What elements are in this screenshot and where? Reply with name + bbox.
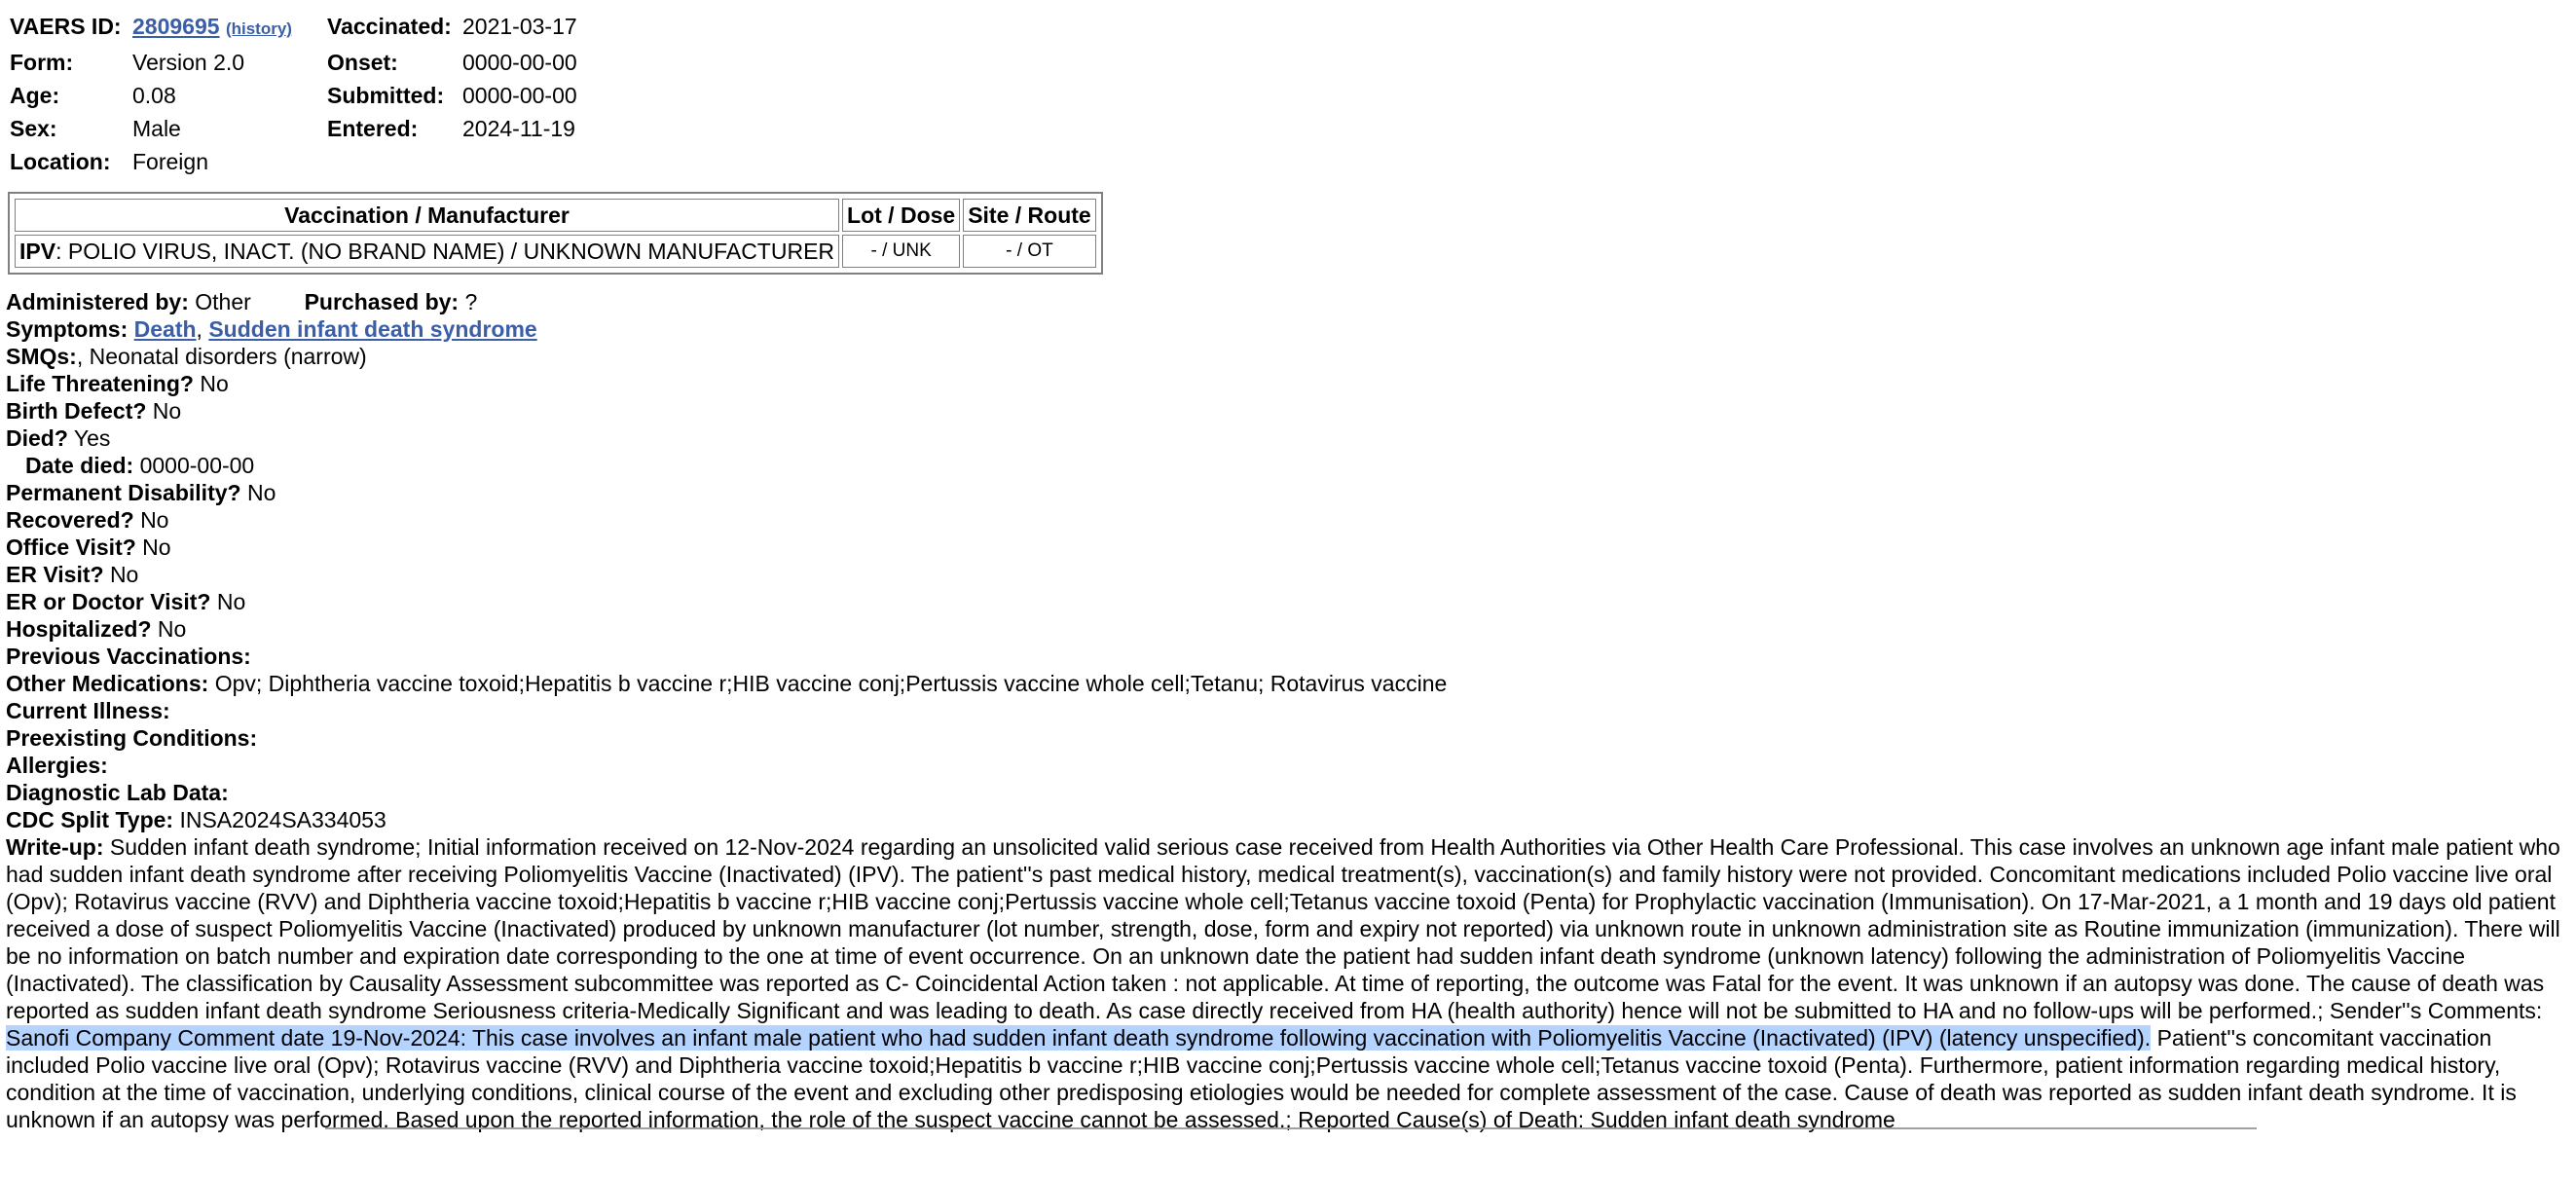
- recovered-label: Recovered?: [6, 507, 134, 533]
- col-header-lot-dose: Lot / Dose: [842, 199, 960, 232]
- col-header-vaccination: Vaccination / Manufacturer: [15, 199, 839, 232]
- life-threatening-label: Life Threatening?: [6, 371, 194, 396]
- preexisting-conditions-row: [6, 724, 2566, 752]
- current-illness-row: [6, 697, 2566, 724]
- symptoms-row: [6, 315, 2566, 343]
- died-label: Died?: [6, 425, 68, 451]
- permanent-disability-row: [6, 479, 2566, 506]
- recovered-row: [6, 506, 2566, 534]
- cdc-split-label: CDC Split Type:: [6, 807, 174, 832]
- location-value: Foreign: [132, 149, 208, 174]
- other-medications-value: Opv; Diphtheria vaccine toxoid;Hepatitis b vaccine r;HIB vaccine conj;Pertussis vaccine whole cell;Tetanu; Rotavirus vaccine: [214, 671, 1448, 696]
- er-doctor-value: No: [216, 589, 246, 614]
- empty-cell: [327, 145, 462, 178]
- previous-vaccinations-label: Previous Vaccinations:: [6, 644, 251, 669]
- history-link[interactable]: (history): [225, 19, 292, 38]
- entered-label: Entered:: [327, 116, 419, 141]
- sex-value: Male: [132, 116, 181, 141]
- vaccine-name-cell: [15, 235, 839, 268]
- permanent-disability-label: Permanent Disability?: [6, 480, 241, 505]
- writeup-paragraph: [6, 833, 2566, 1133]
- hospitalized-value: No: [157, 616, 187, 642]
- lab-data-row: [6, 779, 2566, 806]
- submitted-label: Submitted:: [327, 83, 445, 108]
- er-doctor-row: [6, 588, 2566, 615]
- report-header: [10, 10, 577, 178]
- date-died-row: [6, 452, 2566, 479]
- died-value: Yes: [73, 425, 111, 451]
- vaers-id-cell: [132, 10, 327, 46]
- smqs-label: SMQs:: [6, 344, 77, 369]
- vaers-id-link[interactable]: 2809695: [132, 14, 220, 39]
- birth-defect-label: Birth Defect?: [6, 398, 147, 424]
- col-header-site-route: Site / Route: [963, 199, 1096, 232]
- office-visit-label: Office Visit?: [6, 535, 136, 560]
- writeup-text: Sudden infant death syndrome; Initial information received on 12-Nov-2024 regarding an unsolicited valid serious case received from Health Authorities via Other Health Care Professional. This case involves an unknown age infant male patient who had sudden infant death syndrome after receiving Poliomyelitis Vaccine (Inactivated) (IPV). The patient''s past medical history, medical treatment(s), vaccination(s) and family history were not provided. Concomitant medications included Polio vaccine live oral (Opv); Rotavirus vaccine (RVV) and Diphtheria vaccine toxoid;Hepatitis b vaccine r;HIB vaccine conj;Pertussis vaccine whole cell;Tetanus vaccine toxoid (Penta) for Prophylactic vaccination (Immunisation). On 17-Mar-2021, a 1 month and 19 days old patient received a dose of suspect Poliomyelitis Vaccine (Inactivated) produced by unknown manufacturer (lot number, strength, dose, form and expiry not reported) via unknown route in unknown administration site as Routine immunization (immunization). There will be no information on batch number and expiration date corresponding to the one at time of event occurrence. On an unknown date the patient had sudden infant death syndrome (unknown latency) following the administration of Poliomyelitis Vaccine (Inactivated). The classification by Causality Assessment subcommittee was reported as C- Coincidental Action taken : not applicable. At time of reporting, the outcome was Fatal for the event. It was unknown if an autopsy was done. The cause of death was reported as sudden infant death syndrome Seriousness criteria-Medically Significant and was leading to death. As case directly received from HA (health authority) hence will not be submitted to HA and no follow-ups will be performed.; Sender''s Comments:: [6, 834, 2560, 1023]
- vaccinated-value: 2021-03-17: [462, 14, 577, 39]
- form-value: Version 2.0: [132, 50, 245, 75]
- administered-label: Administered by:: [6, 289, 189, 314]
- vaccination-table-header: [15, 199, 1096, 232]
- vaccine-description: : POLIO VIRUS, INACT. (NO BRAND NAME) / UNKNOWN MANUFACTURER: [55, 239, 835, 264]
- purchased-value: ?: [464, 289, 478, 314]
- submitted-value: 0000-00-00: [462, 83, 577, 108]
- preexisting-conditions-label: Preexisting Conditions:: [6, 725, 258, 751]
- cdc-split-row: [6, 806, 2566, 833]
- recovered-value: No: [140, 507, 169, 533]
- horizontal-divider: [325, 1127, 2257, 1129]
- vaccinated-label: Vaccinated:: [327, 14, 452, 39]
- site-route-cell: - / OT: [963, 235, 1096, 268]
- er-doctor-label: ER or Doctor Visit?: [6, 589, 211, 614]
- writeup-text-continued: Patient''s concomitant vaccination included Polio vaccine live oral (Opv); Rotavirus vaccine (RVV) and Diphtheria vaccine toxoid;Hepatitis b vaccine r;HIB vaccine conj;Pertussis vaccine whole cell;Tetanus vaccine toxoid (Penta). Furthermore, patient information regarding medical history, condition at the time of vaccination, underlying conditions, clinical course of the event and excluding other predisposing etiologies would be needed for complete assessment of the case. Cause of death was reported as sudden infant death syndrome. It is unknown if an autopsy was performed. Based upon the reported information, the role of the suspect vaccine cannot be assessed.; Reported Cause(s) of Death: Sudden infant death syndrome: [6, 1025, 2517, 1132]
- other-medications-row: [6, 670, 2566, 697]
- hospitalized-row: [6, 615, 2566, 643]
- symptom-link-sids[interactable]: Sudden infant death syndrome: [208, 316, 537, 342]
- onset-label: Onset:: [327, 50, 398, 75]
- cdc-split-value: INSA2024SA334053: [179, 807, 386, 832]
- current-illness-label: Current Illness:: [6, 698, 170, 723]
- writeup-selected-text: Sanofi Company Comment date 19-Nov-2024: This case involves an infant male patient who had sudden infant death syndrome following vaccination with Poliomyelitis Vaccine (Inactivated) (IPV) (latency unspecified).: [6, 1025, 2152, 1051]
- location-label: Location:: [10, 149, 111, 174]
- age-value: 0.08: [132, 83, 176, 108]
- writeup-label: Write-up:: [6, 834, 104, 860]
- administered-value: Other: [195, 289, 251, 314]
- vaccination-table-frame: [8, 192, 1103, 275]
- lab-data-label: Diagnostic Lab Data:: [6, 780, 229, 805]
- date-died-label: Date died:: [25, 453, 134, 478]
- report-details: [6, 288, 2566, 1133]
- allergies-label: Allergies:: [6, 753, 108, 778]
- hospitalized-label: Hospitalized?: [6, 616, 152, 642]
- office-visit-value: No: [142, 535, 171, 560]
- purchased-label: Purchased by:: [304, 289, 460, 314]
- age-label: Age:: [10, 83, 60, 108]
- empty-cell: [462, 145, 577, 178]
- previous-vaccinations-row: [6, 643, 2566, 670]
- permanent-disability-value: No: [246, 480, 276, 505]
- form-label: Form:: [10, 50, 74, 75]
- er-visit-row: [6, 561, 2566, 588]
- er-visit-value: No: [109, 562, 139, 587]
- administered-row: [6, 288, 2566, 315]
- sex-label: Sex:: [10, 116, 57, 141]
- er-visit-label: ER Visit?: [6, 562, 104, 587]
- other-medications-label: Other Medications:: [6, 671, 209, 696]
- allergies-row: [6, 752, 2566, 779]
- date-died-value: 0000-00-00: [139, 453, 255, 478]
- symptom-link-death[interactable]: Death: [133, 316, 197, 342]
- died-row: [6, 424, 2566, 452]
- symptoms-label: Symptoms:: [6, 316, 129, 342]
- office-visit-row: [6, 534, 2566, 561]
- entered-value: 2024-11-19: [462, 116, 575, 141]
- vaccine-code: IPV: [19, 239, 56, 264]
- life-threatening-row: [6, 370, 2566, 397]
- vaccination-table: [12, 196, 1099, 271]
- smqs-value: , Neonatal disorders (narrow): [76, 344, 367, 369]
- report-header-table: [10, 10, 577, 178]
- smqs-row: [6, 343, 2566, 370]
- birth-defect-row: [6, 397, 2566, 424]
- table-row: [15, 235, 1096, 268]
- birth-defect-value: No: [152, 398, 182, 424]
- vaers-id-label: VAERS ID:: [10, 14, 122, 39]
- onset-value: 0000-00-00: [462, 50, 577, 75]
- symptom-separator: ,: [196, 316, 209, 342]
- life-threatening-value: No: [200, 371, 229, 396]
- lot-dose-cell: - / UNK: [842, 235, 960, 268]
